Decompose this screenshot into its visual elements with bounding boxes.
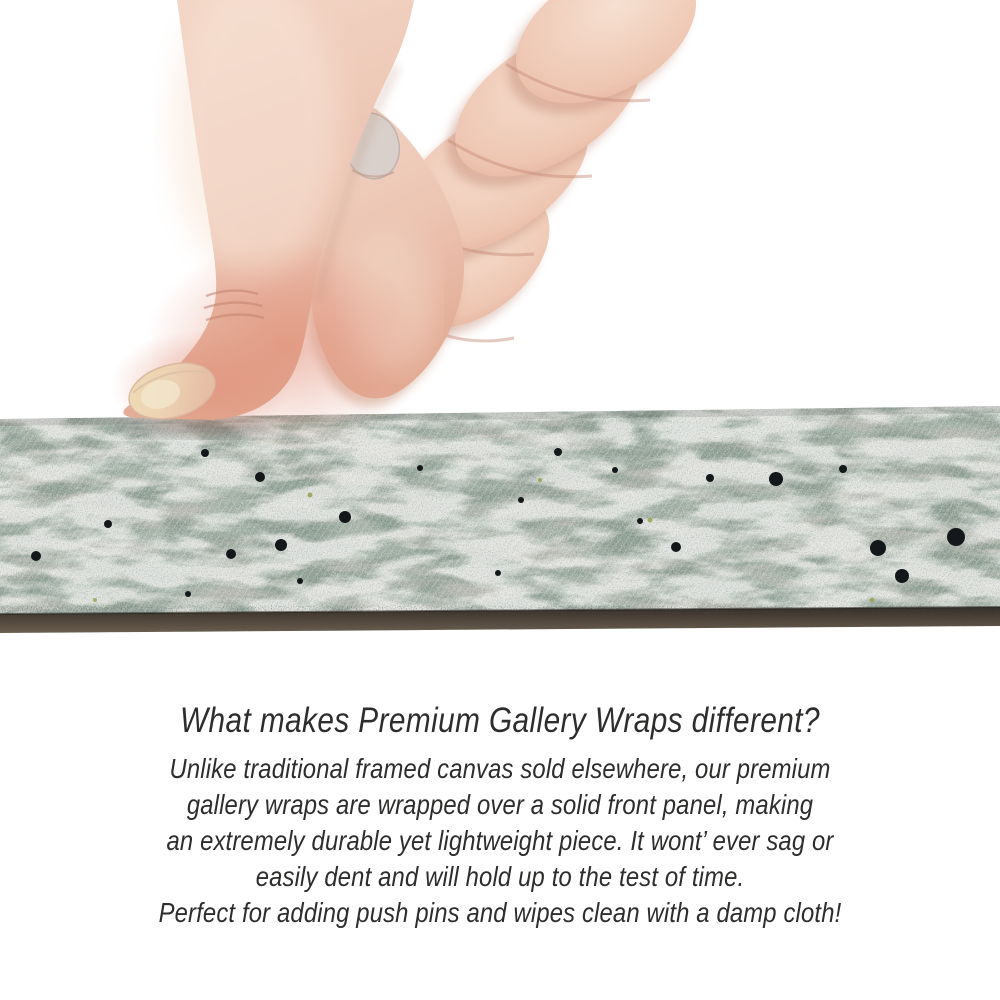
text-block: [75, 700, 925, 931]
body-line-5: Perfect for adding push pins and wipes clean with a damp cloth!: [158, 897, 842, 928]
body-line-3: an extremely durable yet lightweight piece. It wont’ ever sag or: [166, 825, 834, 856]
body-line-1: Unlike traditional framed canvas sold elsewhere, our premium: [169, 753, 831, 784]
heading: What makes Premium Gallery Wraps different?: [180, 701, 820, 740]
body-line-2: gallery wraps are wrapped over a solid front panel, making: [186, 789, 814, 820]
canvas-strip: [0, 398, 1000, 638]
body-line-4: easily dent and will hold up to the test of time.: [255, 861, 745, 892]
hand: [110, 0, 721, 450]
